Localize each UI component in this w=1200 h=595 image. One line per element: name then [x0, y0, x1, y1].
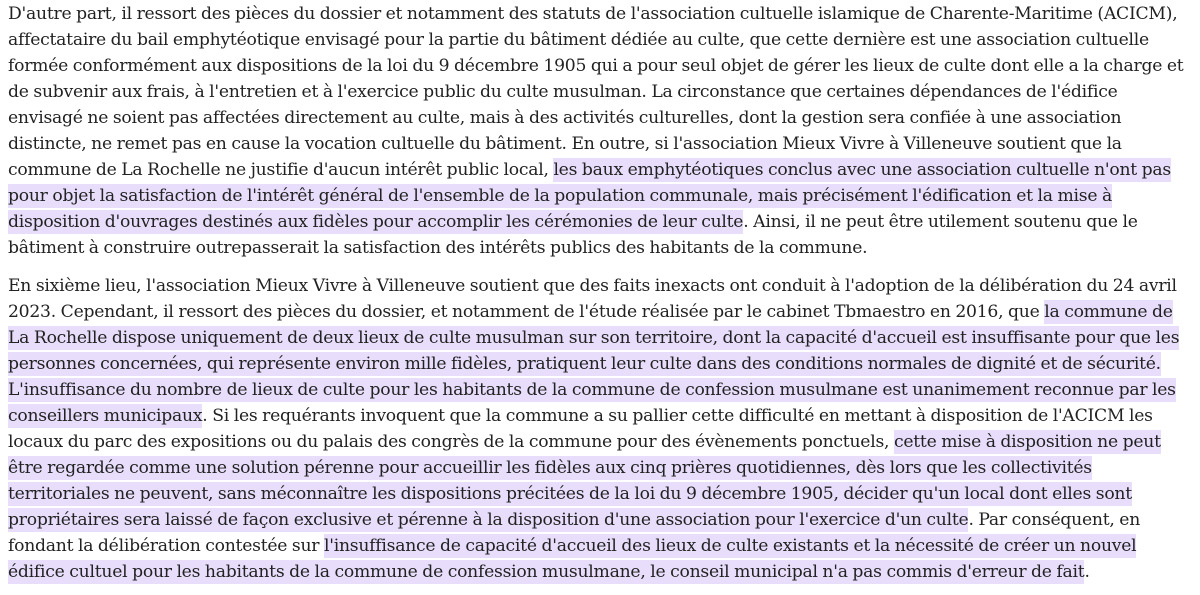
text-segment: En sixième lieu, l'association Mieux Vivre à Villeneuve soutient que des faits inexacts ont conduit à l'adoption de la délibération du 24 avril 2023. Cependant, il ressort des pièces du dossier, et notamment de l'étude réalisée par le cabinet Tbmaestro en 2016, que: [8, 276, 1177, 322]
paragraph-1: [8, 0, 1192, 261]
highlighted-text[interactable]: la commune de La Rochelle dispose uniquement de deux lieux de culte musulman sur son territoire, dont la capacité d'accueil est insuffisante pour que les personnes concernées, qui représente environ mille fidèles, pratiquent leur culte dans des conditions normales de dignité et de sécurité. L'insuffisance du nombre de lieux de culte pour les habitants de la commune de confession musulmane est unanimement reconnue par les conseillers municipaux: [8, 302, 1180, 426]
text-segment: . Ainsi, il ne peut être utilement soutenu que le bâtiment à construire outrepasserait la satisfaction des intérêts publics des habitants de la commune.: [8, 212, 1138, 258]
highlighted-text[interactable]: les baux emphytéotiques conclus avec une association cultuelle n'ont pas pour objet la satisfaction de l'intérêt général de l'ensemble de la population communale, mais précisément l'édification et la mise à disposition d'ouvrages destinés aux fidèles pour accomplir les cérémonies de leur culte: [8, 160, 1171, 232]
highlighted-text[interactable]: cette mise à disposition ne peut être regardée comme une solution pérenne pour accueillir les fidèles aux cinq prières quotidiennes, dès lors que les collectivités territoriales ne peuvent, sans méconnaître les dispositions précitées de la loi du 9 décembre 1905, décider qu'un local dont elles sont propriétaires sera laissé de façon exclusive et pérenne à la disposition d'une association pour l'exercice d'un culte: [8, 432, 1161, 530]
text-segment: . Par conséquent, en fondant la délibération contestée sur: [8, 510, 1141, 556]
text-segment: .: [1084, 562, 1090, 582]
highlighted-text[interactable]: l'insuffisance de capacité d'accueil des lieux de culte existants et la nécessité de créer un nouvel édifice cultuel pour les habitants de la commune de confession musulmane, le conseil municipal n'a pas commis d'erreur de fait: [8, 536, 1137, 582]
text-segment: . Si les requérants invoquent que la commune a su pallier cette difficulté en mettant à disposition de l'ACICM les locaux du parc des expositions ou du palais des congrès de la commune pour des évènements ponctuels,: [8, 406, 1153, 452]
text-segment: D'autre part, il ressort des pièces du dossier et notamment des statuts de l'association cultuelle islamique de Charente-Maritime (ACICM), affectataire du bail emphytéotique envisagé pour la partie du bâtiment dédiée au culte, que cette dernière est une association cultuelle formée conformément aux dispositions de la loi du 9 décembre 1905 qui a pour seul objet de gérer les lieux de culte dont elle a la charge et de subvenir aux frais, à l'entretien et à l'exercice public du culte musulman. La circonstance que certaines dépendances de l'édifice envisagé ne soient pas affectées directement au culte, mais à des activités culturelles, dont la gestion sera confiée à une association distincte, ne remet pas en cause la vocation cultuelle du bâtiment. En outre, si l'association Mieux Vivre à Villeneuve soutient que la commune de La Rochelle ne justifie d'aucun intérêt public local,: [8, 4, 1184, 180]
paragraph-2: [8, 273, 1192, 585]
